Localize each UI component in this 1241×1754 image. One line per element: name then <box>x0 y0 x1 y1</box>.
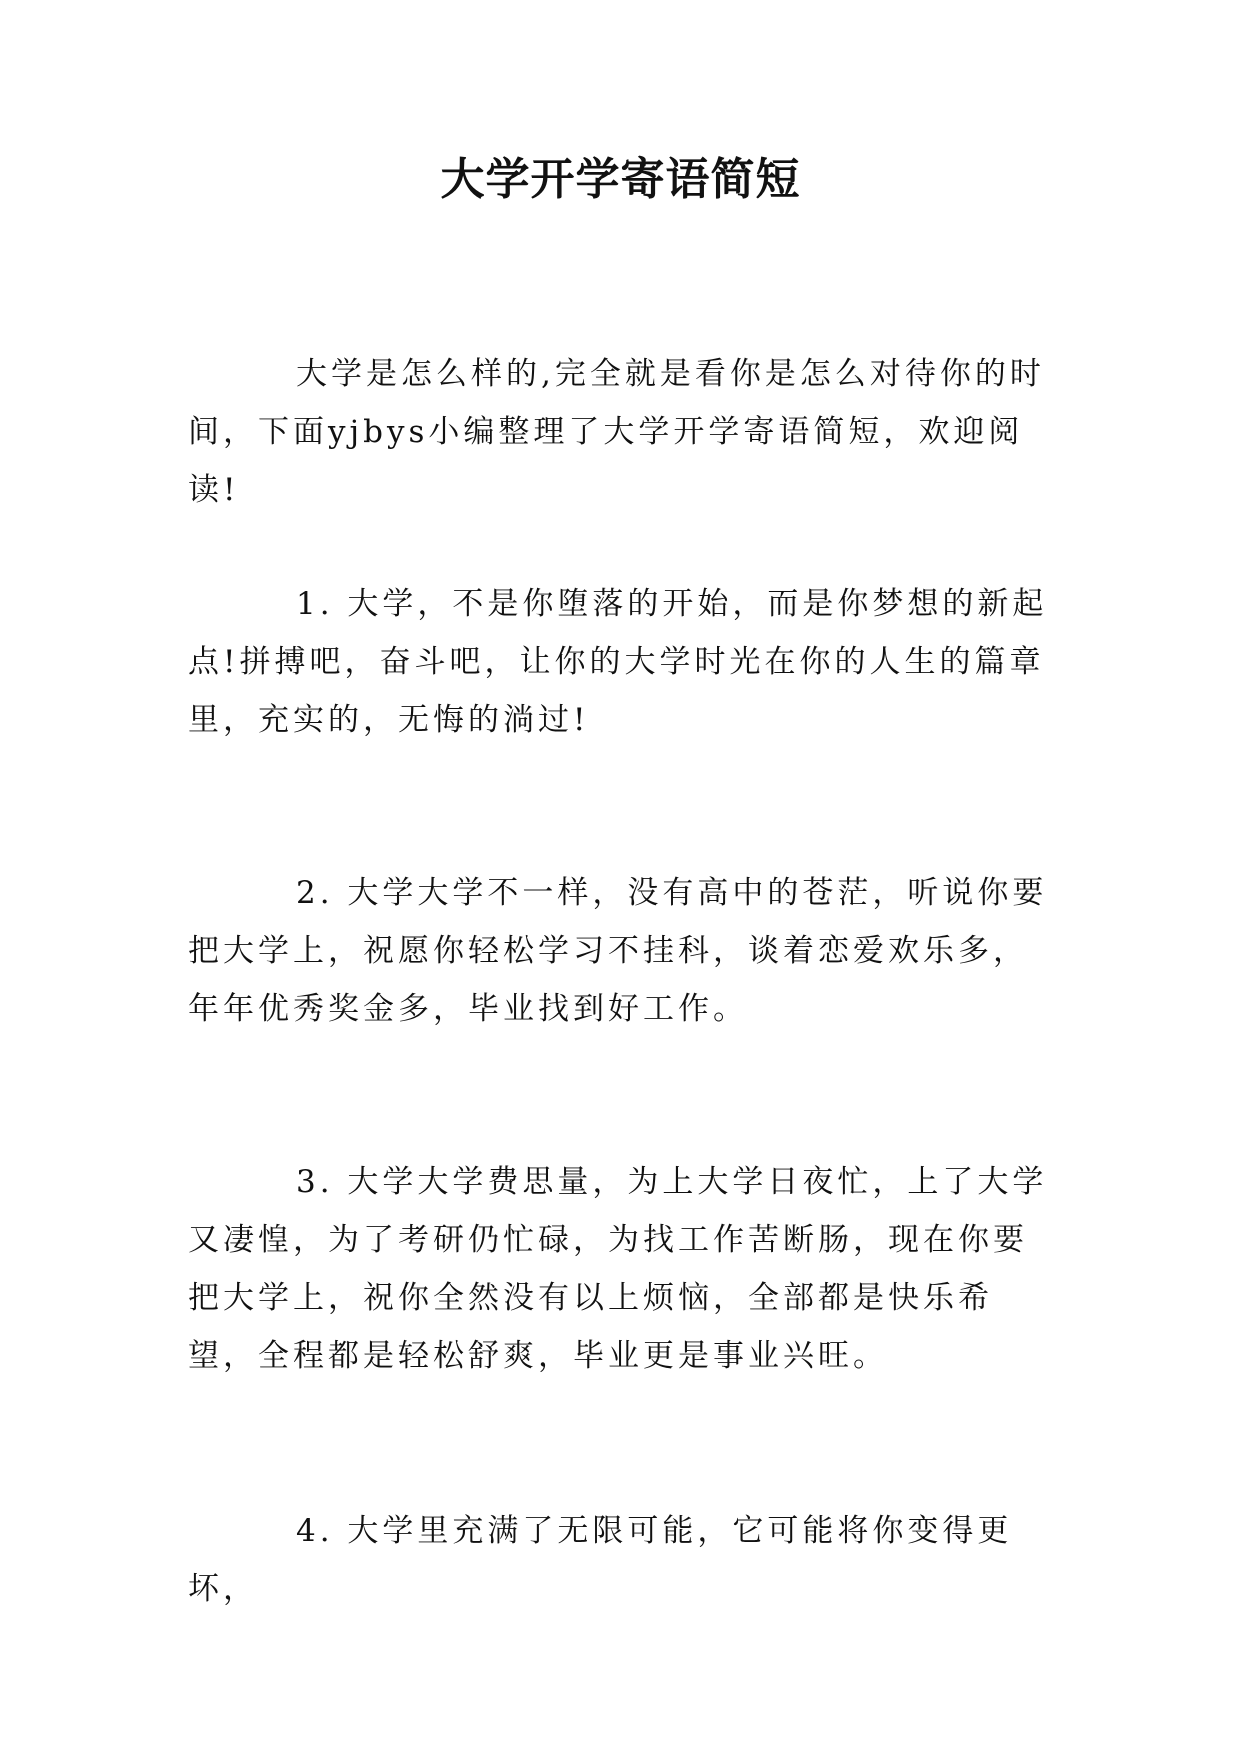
list-item: 2. 大学大学不一样，没有高中的苍茫，听说你要把大学上，祝愿你轻松学习不挂科，谈着恋爱欢乐多，年年优秀奖金多，毕业找到好工作。 <box>188 875 1048 1027</box>
document-title: 大学开学寄语简短 <box>440 154 801 205</box>
list-item: 3. 大学大学费思量，为上大学日夜忙，上了大学又凄惶，为了考研仍忙碌，为找工作苦断肠，现在你要把大学上，祝你全然没有以上烦恼，全部都是快乐希望，全程都是轻松舒爽，毕业更是事业兴旺。 <box>188 1164 1048 1374</box>
intro-paragraph: 大学是怎么样的,完全就是看你是怎么对待你的时间，下面yjbys小编整理了大学开学寄语简短，欢迎阅读! <box>188 356 1045 508</box>
list-item: 4. 大学里充满了无限可能，它可能将你变得更坏， <box>188 1513 1013 1607</box>
list-item: 1. 大学，不是你堕落的开始，而是你梦想的新起点!拼搏吧，奋斗吧，让你的大学时光在你的人生的篇章里，充实的，无悔的淌过! <box>188 586 1048 738</box>
